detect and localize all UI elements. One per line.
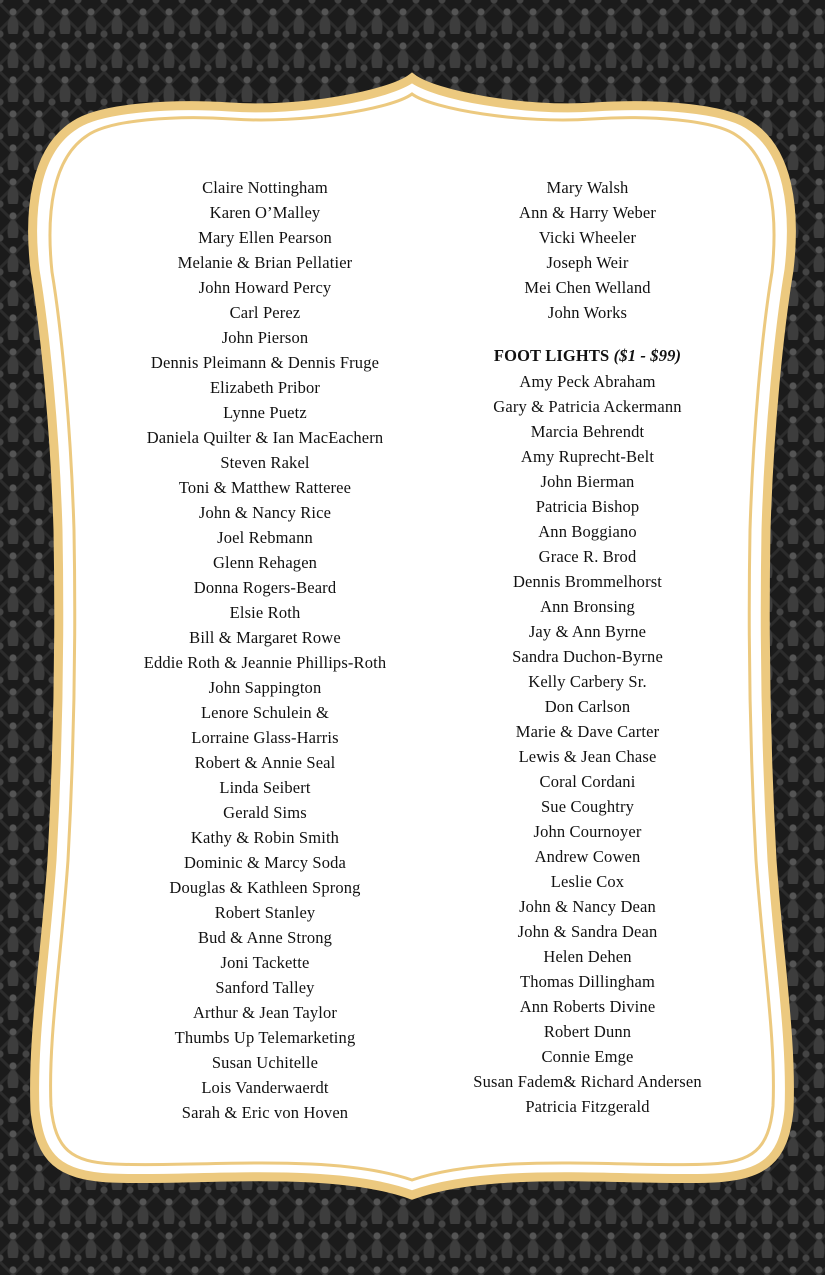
donor-name: Vicki Wheeler xyxy=(538,228,637,247)
donor-name: Andrew Cowen xyxy=(534,847,641,866)
donor-name: John Cournoyer xyxy=(533,822,642,841)
donor-name: Sanford Talley xyxy=(215,978,315,997)
donor-name: John Bierman xyxy=(540,472,635,491)
donor-name: John & Nancy Dean xyxy=(519,897,656,916)
donor-name: Susan Fadem& Richard Andersen xyxy=(473,1072,702,1091)
donor-name: Leslie Cox xyxy=(550,872,625,891)
donor-list-left xyxy=(115,175,415,1125)
donor-name: Kelly Carbery Sr. xyxy=(528,672,647,691)
donor-name: Elsie Roth xyxy=(229,603,301,622)
donor-name: Lewis & Jean Chase xyxy=(518,747,657,766)
donor-name: John & Sandra Dean xyxy=(517,922,658,941)
donor-list-right xyxy=(445,175,730,1119)
donor-name: Eddie Roth & Jeannie Phillips-Roth xyxy=(143,653,387,672)
donor-name: John Howard Percy xyxy=(198,278,332,297)
donor-name: Marie & Dave Carter xyxy=(515,722,660,741)
donor-name: Douglas & Kathleen Sprong xyxy=(169,878,361,897)
donor-name: Ann Boggiano xyxy=(538,522,637,541)
donor-name: Dennis Brommelhorst xyxy=(512,572,663,591)
donor-name: Bill & Margaret Rowe xyxy=(189,628,341,647)
donor-name: Mei Chen Welland xyxy=(524,278,651,297)
foot-lights-range: ($1 - $99) xyxy=(613,346,682,365)
donor-name: Sandra Duchon-Byrne xyxy=(512,647,663,666)
donor-name: John Works xyxy=(547,303,628,322)
foot-lights-heading xyxy=(445,343,730,369)
donor-name: Ann Roberts Divine xyxy=(519,997,656,1016)
donor-name: John Sappington xyxy=(208,678,322,697)
donor-name: Donna Rogers-Beard xyxy=(193,578,337,597)
donor-name: Linda Seibert xyxy=(219,778,311,797)
donor-name: Glenn Rehagen xyxy=(212,553,318,572)
foot-lights-list xyxy=(445,369,730,1119)
donor-list-continued xyxy=(445,175,730,325)
donor-name: Thumbs Up Telemarketing xyxy=(174,1028,356,1047)
donor-name: Mary Ellen Pearson xyxy=(198,228,332,247)
donor-name: Robert & Annie Seal xyxy=(194,753,336,772)
donor-name: Helen Dehen xyxy=(543,947,632,966)
donor-name: Gary & Patricia Ackermann xyxy=(493,397,682,416)
donor-name: Daniela Quilter & Ian MacEachern xyxy=(146,428,384,447)
donor-name: John & Nancy Rice xyxy=(198,503,332,522)
donor-name: Lenore Schulein & xyxy=(200,703,330,722)
donor-name: Carl Perez xyxy=(229,303,301,322)
donor-name: Patricia Bishop xyxy=(535,497,640,516)
donor-name: Don Carlson xyxy=(544,697,631,716)
donor-name: Sue Coughtry xyxy=(540,797,634,816)
donor-name: Connie Emge xyxy=(541,1047,634,1066)
donor-name: Robert Stanley xyxy=(214,903,316,922)
donor-name: John Pierson xyxy=(221,328,309,347)
donor-name: Mary Walsh xyxy=(546,178,629,197)
donor-name: Steven Rakel xyxy=(220,453,310,472)
donor-name: Amy Peck Abraham xyxy=(519,372,656,391)
donor-name: Arthur & Jean Taylor xyxy=(192,1003,338,1022)
donor-name: Toni & Matthew Ratteree xyxy=(178,478,352,497)
donor-name: Elizabeth Pribor xyxy=(209,378,321,397)
donor-name: Ann & Harry Weber xyxy=(519,203,656,222)
donor-name: Dominic & Marcy Soda xyxy=(183,853,346,872)
donor-name: Claire Nottingham xyxy=(202,178,328,197)
donor-name: Melanie & Brian Pellatier xyxy=(177,253,353,272)
donor-name: Jay & Ann Byrne xyxy=(528,622,647,641)
donor-name: Bud & Anne Strong xyxy=(197,928,333,947)
donor-name: Karen O’Malley xyxy=(209,203,321,222)
donor-name: Joni Tackette xyxy=(220,953,310,972)
donor-name: Thomas Dillingham xyxy=(520,972,655,991)
donor-name: Grace R. Brod xyxy=(538,547,637,566)
donor-name: Gerald Sims xyxy=(223,803,307,822)
donor-name: Coral Cordani xyxy=(539,772,636,791)
donor-name: Lorraine Glass-Harris xyxy=(191,728,339,747)
donor-name: Robert Dunn xyxy=(543,1022,632,1041)
donor-name: Amy Ruprecht-Belt xyxy=(520,447,655,466)
donor-name: Joel Rebmann xyxy=(217,528,313,547)
donor-name: Joseph Weir xyxy=(546,253,629,272)
donor-name: Kathy & Robin Smith xyxy=(190,828,340,847)
donor-name: Lynne Puetz xyxy=(223,403,307,422)
donor-name: Patricia Fitzgerald xyxy=(525,1097,650,1116)
donor-name: Sarah & Eric von Hoven xyxy=(181,1103,349,1122)
donor-name: Lois Vanderwaerdt xyxy=(201,1078,329,1097)
donor-name: Susan Uchitelle xyxy=(211,1053,319,1072)
donor-name: Ann Bronsing xyxy=(540,597,635,616)
donor-name: Dennis Pleimann & Dennis Fruge xyxy=(150,353,380,372)
foot-lights-title: FOOT LIGHTS xyxy=(493,346,610,365)
donor-name: Marcia Behrendt xyxy=(530,422,645,441)
